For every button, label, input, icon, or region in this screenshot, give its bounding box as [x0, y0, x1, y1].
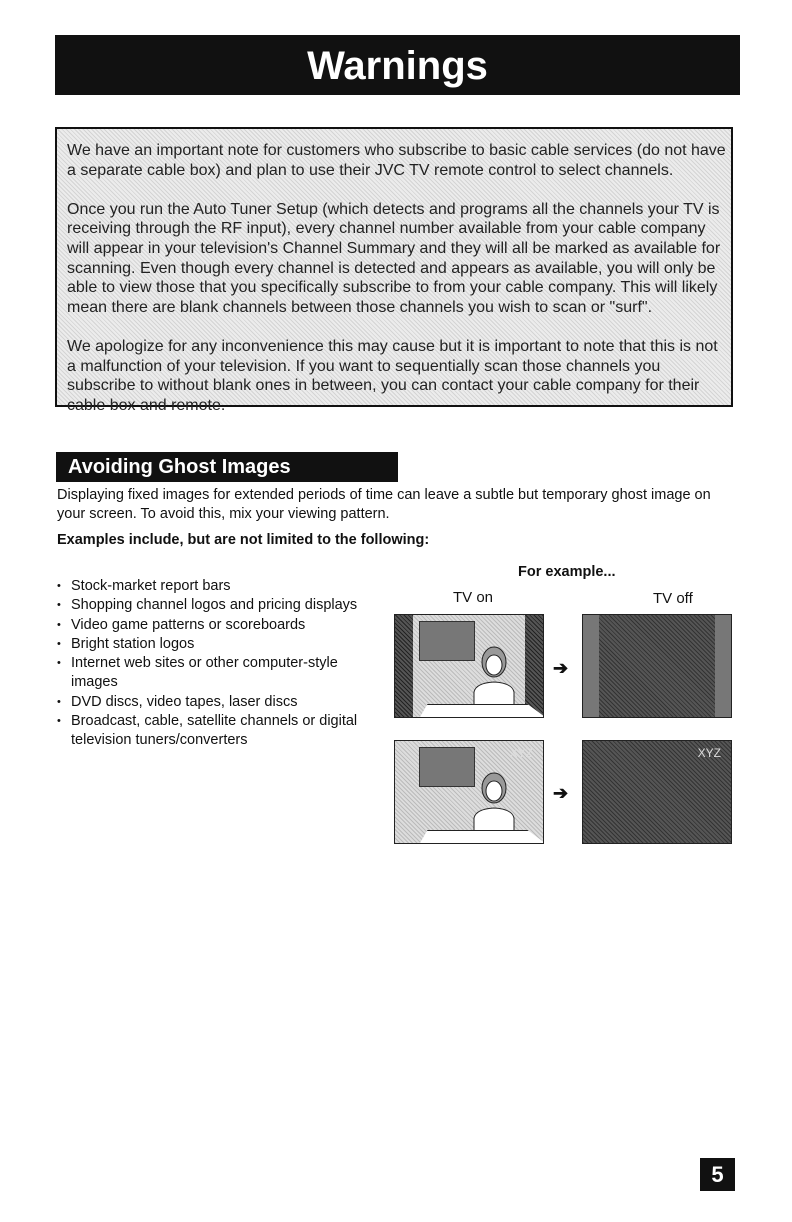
warning-paragraph: Once you run the Auto Tuner Setup (which detects and programs all the channels your TV is receiving through the RF input), every channel number available from your cable company will appear in your television's Channel Summary and they will all be marked as available for scanning. Even though every channel is detected and appears as available, you will only be able to view those that you specifically subscribe to from your cable company. This will likely mean there are blank channels between those channels you wish to scan or "surf".: [67, 200, 721, 316]
tv-off-image-logo: [582, 740, 732, 844]
for-example-label: For example...: [518, 564, 616, 580]
warning-paragraph: We have an important note for customers who subscribe to basic cable services (do not have a separate cable box) and plan to use their JVC TV remote control to select channels.: [67, 142, 726, 179]
arrow-icon: ➔: [553, 783, 569, 803]
page-number: 5: [700, 1158, 735, 1191]
examples-heading: Examples include, but are not limited to the following:: [57, 532, 430, 548]
tv-off-label: TV off: [653, 590, 693, 607]
list-item: • Shopping channel logos and pricing displays: [57, 596, 377, 615]
tv-off-image-letterbox: [582, 614, 732, 718]
arrow-icon: ➔: [553, 658, 569, 678]
list-item: • Bright station logos: [57, 635, 377, 654]
list-item: • DVD discs, video tapes, laser discs: [57, 693, 377, 712]
intro-text: Displaying fixed images for extended periods of time can leave a subtle but temporary ghost image on your screen. To avoid this, mix your viewing pattern.: [57, 487, 711, 522]
tv-on-image-letterbox: [394, 614, 544, 718]
station-logo: XYZ: [509, 746, 533, 760]
section-heading: Avoiding Ghost Images: [56, 452, 398, 482]
warning-paragraph: We apologize for any inconvenience this may cause but it is important to note that this is not a malfunction of your television. If you want to sequentially scan those channels you subscribe to without blank ones in between, you can contact your cable company for their cable box and remote.: [67, 337, 718, 414]
tv-on-image-logo: [394, 740, 544, 844]
tv-on-label: TV on: [453, 589, 494, 606]
examples-list: [57, 577, 377, 751]
list-item: • Stock-market report bars: [57, 577, 377, 596]
warning-box: [55, 127, 733, 414]
station-logo-ghost: XYZ: [697, 746, 721, 760]
page-title: Warnings: [55, 35, 740, 95]
list-item: • Internet web sites or other computer-style images: [57, 654, 377, 693]
list-item: • Broadcast, cable, satellite channels or digital television tuners/converters: [57, 712, 377, 751]
list-item: • Video game patterns or scoreboards: [57, 616, 377, 635]
